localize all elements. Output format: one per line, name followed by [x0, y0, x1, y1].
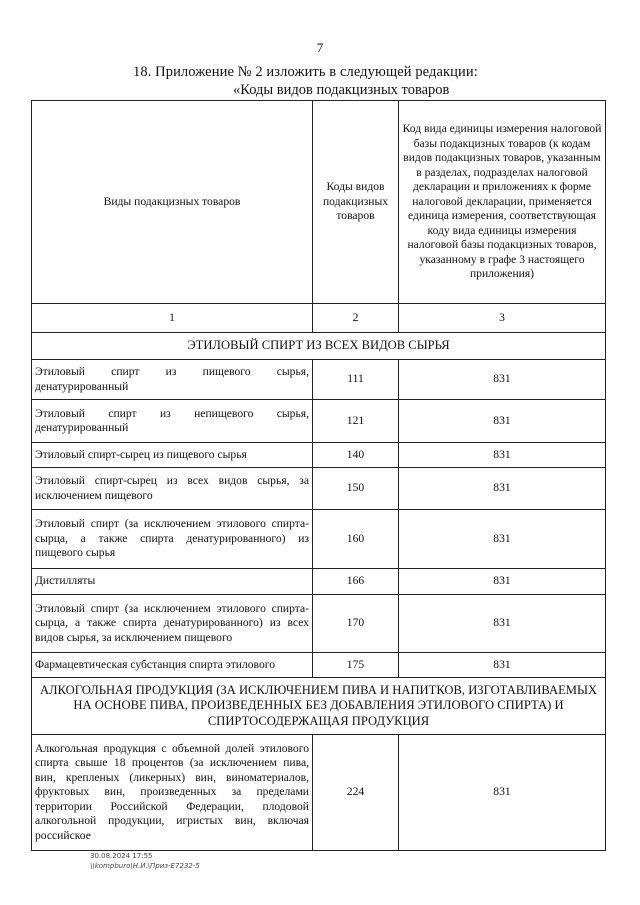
table-row — [32, 595, 606, 653]
table-row — [32, 510, 606, 569]
goods-name: Этиловый спирт-сырец из всех видов сырья, за исключением пищевого — [32, 468, 313, 510]
goods-name: Этиловый спирт-сырец из пищевого сырья — [32, 443, 313, 468]
unit-code: 831 — [399, 468, 606, 510]
unit-code: 831 — [399, 569, 606, 595]
section-row — [32, 333, 606, 360]
column-numbers-row — [32, 304, 606, 333]
table-row — [32, 569, 606, 595]
goods-name: Алкогольная продукция с объемной долей этилового спирта свыше 18 процентов (за исключением пива, вин, крепленых (ликерных) вин, виноматериалов, фруктовых вин, произведенных за пределами территории Российской Федерации, плодовой алкогольной продукции, игристых вин, включая российское — [32, 735, 313, 851]
unit-code: 831 — [399, 360, 606, 400]
goods-code: 121 — [313, 400, 399, 443]
goods-code: 150 — [313, 468, 399, 510]
table-row — [32, 360, 606, 400]
table-row — [32, 443, 606, 468]
section-title: ЭТИЛОВЫЙ СПИРТ ИЗ ВСЕХ ВИДОВ СЫРЬЯ — [32, 333, 606, 360]
heading: 18. Приложение № 2 изложить в следующей редакции: — [133, 64, 478, 80]
column-number: 3 — [399, 304, 606, 333]
goods-code: 111 — [313, 360, 399, 400]
goods-code: 160 — [313, 510, 399, 569]
unit-code: 831 — [399, 400, 606, 443]
goods-name: Дистилляты — [32, 569, 313, 595]
goods-code: 175 — [313, 653, 399, 678]
table-row — [32, 468, 606, 510]
footer-timestamp: 30.08.2024 17:55 — [90, 852, 153, 860]
header-goods-codes: Коды видов подакцизных товаров — [313, 101, 399, 304]
footer-file-path: \\kompburo\Н.И.\Приз-Е7232-5 — [90, 862, 200, 870]
goods-name: Этиловый спирт из непищевого сырья, денатурированный — [32, 400, 313, 443]
table-header-row — [32, 101, 606, 304]
section-row — [32, 678, 606, 735]
header-unit-code: Код вида единицы измерения налоговой базы подакцизных товаров (к кодам видов подакцизных товаров, указанным в разделах, подразделах налоговой декларации и приложениях к форме налоговой декларации, применяется единица измерения, соответствующая коду вида единицы измерения налоговой базы подакцизных товаров, указанному в графе 3 настоящего приложения) — [399, 101, 606, 304]
goods-name: Этиловый спирт (за исключением этилового спирта-сырца, а также спирта денатурированного) из всех видов сырья, за исключением пищевого — [32, 595, 313, 653]
table-row — [32, 400, 606, 443]
section-title: АЛКОГОЛЬНАЯ ПРОДУКЦИЯ (ЗА ИСКЛЮЧЕНИЕМ ПИВА И НАПИТКОВ, ИЗГОТАВЛИВАЕМЫХ НА ОСНОВЕ ПИВА, ПРОИЗВЕДЕННЫХ БЕЗ ДОБАВЛЕНИЯ ЭТИЛОВОГО СПИРТА) И СПИРТОСОДЕРЖАЩАЯ ПРОДУКЦИЯ — [32, 678, 606, 735]
unit-code: 831 — [399, 510, 606, 569]
goods-name: Этиловый спирт из пищевого сырья, денатурированный — [32, 360, 313, 400]
table-caption: «Коды видов подакцизных товаров — [233, 82, 450, 98]
column-number: 1 — [32, 304, 313, 333]
header-goods-types: Виды подакцизных товаров — [32, 101, 313, 304]
unit-code: 831 — [399, 653, 606, 678]
table-row — [32, 653, 606, 678]
goods-name: Фармацевтическая субстанция спирта этилового — [32, 653, 313, 678]
unit-code: 831 — [399, 443, 606, 468]
excise-codes-table — [31, 100, 606, 851]
goods-code: 224 — [313, 735, 399, 851]
unit-code: 831 — [399, 595, 606, 653]
goods-code: 170 — [313, 595, 399, 653]
goods-name: Этиловый спирт (за исключением этилового спирта-сырца, а также спирта денатурированного) из пищевого сырья — [32, 510, 313, 569]
goods-code: 166 — [313, 569, 399, 595]
page-number: 7 — [316, 40, 324, 55]
column-number: 2 — [313, 304, 399, 333]
table-row — [32, 735, 606, 851]
goods-code: 140 — [313, 443, 399, 468]
unit-code: 831 — [399, 735, 606, 851]
